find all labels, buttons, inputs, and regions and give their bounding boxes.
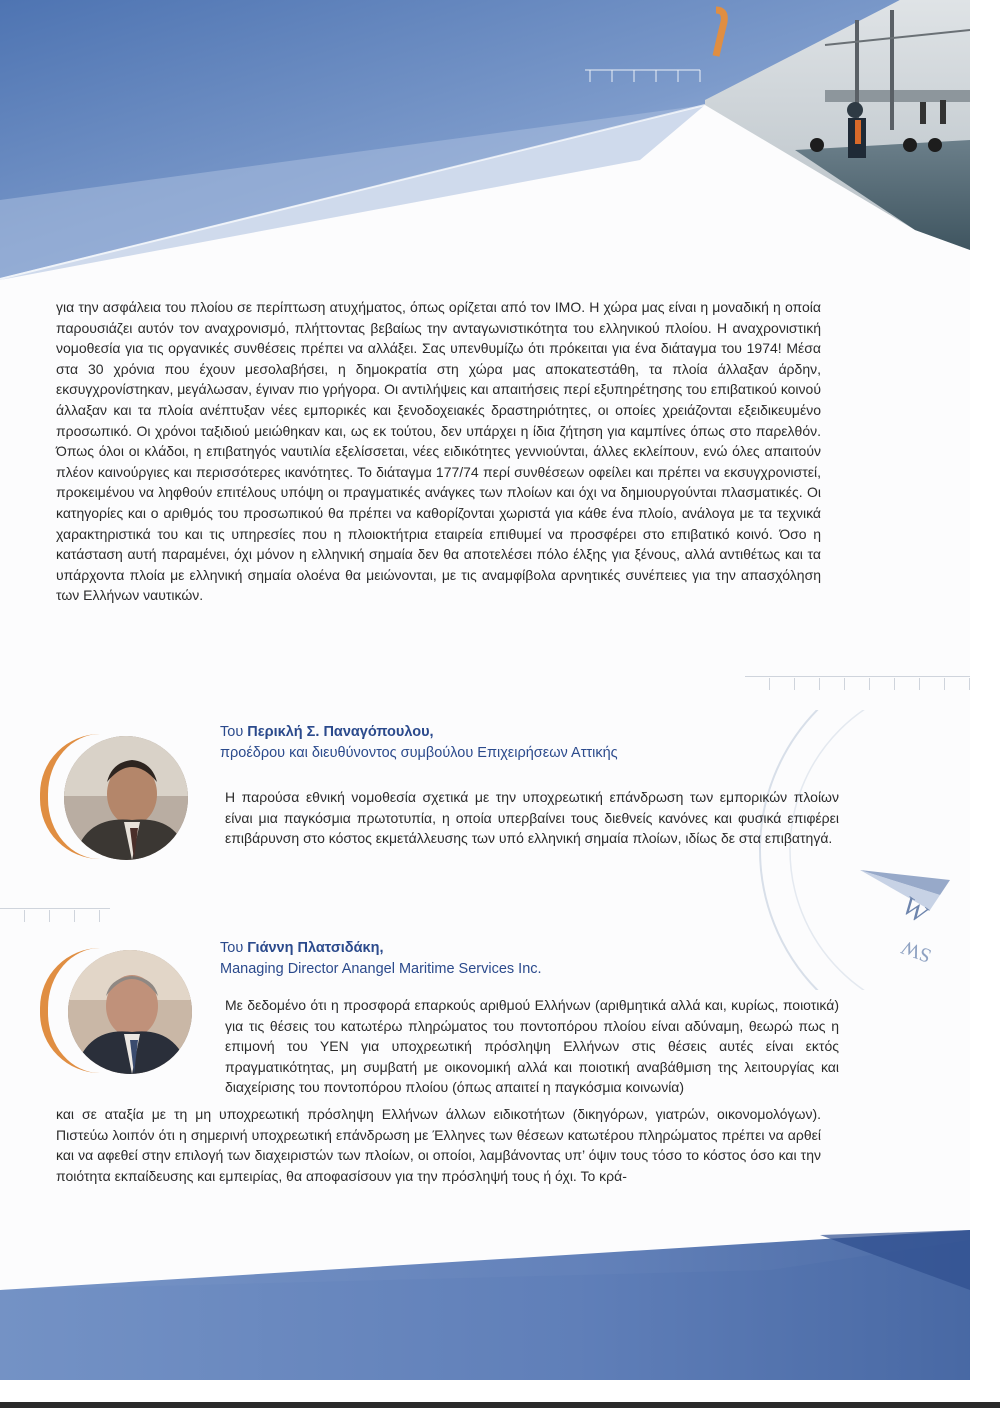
footer-banner — [0, 1230, 970, 1380]
author-name: Του Γιάννη Πλατσιδάκη, — [220, 940, 384, 956]
harbor-photo — [705, 0, 970, 250]
compass-icon — [740, 710, 970, 990]
page-edge-line — [0, 1402, 1000, 1408]
author-portrait — [68, 950, 192, 1074]
intro-paragraph: για την ασφάλεια του πλοίου σε περίπτωση ατυχήματος, όπως ορίζεται από τον IMO. Η χώρα μας είναι η μοναδική η οποία παρουσιάζει αυτόν τον αναχρονισμό, πλήττοντας βεβαίως την ανταγωνιστικότητα του ελληνικού πλοίου. Η αναχρονιστική νομοθεσία για τις οργανικές συνθέσεις πρέπει να αλλάξει. Σας υπενθυμίζω ότι πρόκειται για ένα διάταγμα του 1974! Μέσα στα 30 χρόνια που έχουν μεσολαβήσει, η δημοκρατία στη χώρα μας αποκατεστάθη, τα πλοία άλλαξαν άρδην, εκσυγχρονίστηκαν, μεγάλωσαν, έγιναν πιο γρήγορα. Οι αντιλήψεις και απαιτήσεις περί εξυπηρέτησης του επιβατικού κοινού άλλαξαν και τα πλοία ανέπτυξαν νέες εμπορικές και ξενοδοχειακές δραστηριότητες, οι οποίες χρειάζονται εξειδικευμένο προσωπικό. Οι χρόνοι ταξιδιού μειώθηκαν και, ως εκ τούτου, δεν υπάρχει η ίδια ζήτηση για καμπίνες όπως στο παρελθόν. Όπως όλοι οι κλάδοι, η επιβατηγός ναυτιλία εξελίσσεται, νέες ειδικότητες γεννιούνται, άλλες εκλείπουν, ενώ όλες απαιτούν πλέον καινούργιες και περισσότερες ικανότητες. Το διάταγμα 177/74 περί συνθέσεων οφείλει και πρέπει να εκσυγχρονιστεί, προκειμένου να ληφθούν επιτέλους υπόψη οι πραγματικές ανάγκες των πλοίων και όχι να δημιουργούνται πλασματικές. Οι κατηγορίες και ο αριθμός του προσωπικού θα πρέπει να καθορίζονται χωριστά για κάθε ένα πλοίο, ανάλογα με τα τεχνικά χαρακτηριστικά του και τις υπηρεσίες που η πλοιοκτήτρια εταιρεία επιθυμεί να προσφέρει στο επιβατικό κοινό. Όσο η κατάσταση αυτή παραμένει, όχι μόνον η ελληνική σημαία δεν θα αποτελέσει πόλο έλξης για ξένους, αλλά αντιθέτως και τα υπάρχοντα πλοία με ελληνική σημαία ολοένα θα μειώνονται, με τις αναμφίβολα αρνητικές συνέπειες για την απασχόληση των Ελλήνων ναυτικών. — [56, 299, 821, 604]
tick-decoration — [745, 676, 970, 691]
author-statement: Με δεδομένο ότι η προσφορά επαρκούς αριθμού Ελλήνων (αριθμητικά αλλά και, κυρίως, ποιοτικά) για τις θέσεις του κατωτέρω πληρώματος του ποντοπόρου πλοίου είναι αδύναμη, θεωρώ πως η επιμονή του ΥΕΝ για υποχρεωτική πρόσληψη Ελλήνων στις θέσεις αυτές είναι εκτός πραγματικότητας, μη συμβατή με οικονομική αλλά και ποιοτική αναβάθμιση της λειτουργίας και διαχείρισης του ποντοπόρου πλοίου (όπως απαιτεί η παγκόσμια κοινωνία) — [225, 997, 839, 1096]
author-portrait — [64, 736, 188, 860]
author-role: προέδρου και διευθύνοντος συμβούλου Επιχειρήσεων Αττικής — [220, 745, 618, 761]
author-role: Managing Director Anangel Maritime Services Inc. — [220, 961, 542, 977]
continuation-paragraph: και σε αταξία με τη μη υποχρεωτική πρόσληψη Ελλήνων άλλων ειδικοτήτων (δικηγόρων, γιατρών, οικονομολόγων). Πιστεύω λοιπόν ότι η σημερινή υποχρεωτική επάνδρωση με Έλληνες των θέσεων κατωτέρου πληρώματος πρέπει να αρθεί και να αφεθεί στην επιλογή των διαχειριστών των πλοίων, οι οποίοι, λαμβάνοντας υπ’ όψιν τους τόσο το κόστος όσο και την ποιότητα εκπαίδευσης και εμπειρίας, θα αποφασίσουν για την πρόσληψή τους ή όχι. Το κρά- — [56, 1106, 821, 1184]
author-statement: Η παρούσα εθνική νομοθεσία σχετικά με την υποχρεωτική επάνδρωση των εμπορικών πλοίων είναι μια παγκόσμια πρωτοτυπία, η οποία υπερβαίνει τους διεθνείς κανόνες και φυσικά επιφέρει επιβάρυνση στο κόστος εκμετάλλευσης των υπό ελληνική σημαία πλοίων, ιδίως δε στα επιβατηγά. — [225, 789, 839, 847]
svg-text:SW: SW — [898, 935, 935, 967]
author-name: Του Περικλή Σ. Παναγόπουλου, — [220, 724, 434, 740]
tick-decoration — [0, 908, 110, 923]
svg-text:W: W — [896, 891, 934, 929]
